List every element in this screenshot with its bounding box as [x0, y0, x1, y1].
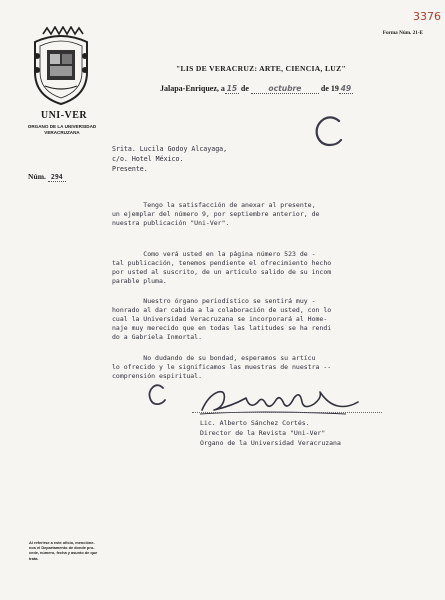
recipient-address: c/o. Hotel México.: [112, 155, 184, 163]
signature-line: [192, 412, 382, 413]
date-day-field: [225, 84, 239, 94]
handwritten-c-mark-icon: [312, 113, 346, 149]
body-line: tal publicación, tenemos pendiente el ofrecimiento hecho: [112, 259, 332, 267]
body-line: nuestra publicación "Uni-Ver".: [112, 219, 230, 227]
footer-line: Al referirse a este oficio, mencióne-: [29, 540, 95, 545]
body-line: No dudando de su bondad, esperamos su artícu: [112, 354, 316, 362]
date-month: octubre: [268, 84, 302, 93]
date-place: Jalapa-Enriquez, a: [160, 84, 225, 93]
date-month-field: [251, 84, 319, 94]
number-value: 294: [48, 173, 66, 182]
document-number: [28, 172, 66, 181]
body-line: Como verá usted en la página número 523 de -: [112, 250, 316, 258]
reference-number: 3376: [413, 10, 441, 23]
date-day: 15: [226, 84, 238, 93]
body-line: do a Gabriela Inmortal.: [112, 333, 203, 341]
brand-subtitle-line: VERACRUZANA: [44, 130, 80, 135]
date-line: [160, 84, 353, 94]
number-label: Núm.: [28, 172, 46, 181]
brand-name: UNI-VER: [40, 110, 88, 121]
body-line: un ejemplar del número 9, por septiembre anterior, de: [112, 210, 320, 218]
date-year: 49: [340, 84, 352, 93]
footer-line: cede, número, fecha y asunto de que: [29, 550, 98, 556]
body-line: honrado al dar cabida a la colaboración de usted, con lo: [112, 306, 332, 314]
university-seal-icon: [25, 26, 97, 106]
brand-subtitle-line: ORGANO DE LA UNIVERSIDAD: [27, 124, 97, 129]
footer-line: trata.: [29, 555, 39, 561]
body-line: Tengo la satisfacción de anexar al presente,: [112, 201, 316, 209]
recipient-greeting: Presente.: [112, 165, 148, 173]
body-line: Nuestro órgano periodístico se sentirá muy -: [112, 297, 316, 305]
date-year-prefix: de 19: [320, 84, 339, 93]
date-year-field: [339, 84, 353, 94]
signer-title: Director de la Revista "Uni-Ver": [200, 429, 326, 437]
body-line: comprensión espiritual.: [112, 372, 203, 380]
body-line: naje muy merecido que en todas las latitudes se ha rendi: [112, 324, 332, 332]
signer-organization: Organo de la Universidad Veracruzana: [200, 439, 341, 447]
signer-name: Lic. Alberto Sánchez Cortés.: [200, 419, 310, 427]
body-line: parable pluma.: [112, 277, 167, 285]
recipient-name: Srita. Lucila Godoy Alcayaga,: [112, 145, 228, 153]
footer-line: nos el Departamento de donde pro-: [29, 545, 95, 551]
body-line: lo ofrecido y le significamos las muestras de nuestra --: [112, 363, 332, 371]
handwritten-c-initial-icon: [146, 382, 168, 408]
footer-note: [29, 540, 99, 561]
brand-subtitle: [18, 124, 106, 136]
form-number: Forma Núm. 21-E: [382, 30, 423, 36]
date-de: de: [240, 84, 249, 93]
motto: "LIS DE VERACRUZ: ARTE, CIENCIA, LUZ": [176, 64, 346, 73]
body-line: cual la Universidad Veracruzana se incorporará al Home-: [112, 315, 328, 323]
body-line: por usted al suscrito, de un artículo salido de su incom: [112, 268, 332, 276]
